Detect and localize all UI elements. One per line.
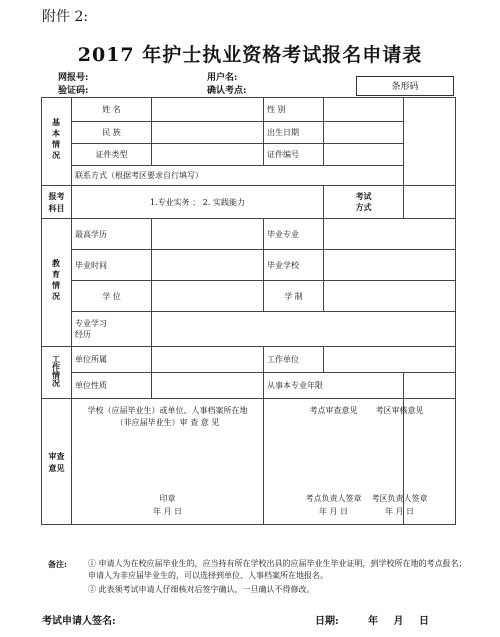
site-review-title: 考点审查意见 — [309, 406, 358, 415]
notes-label: 备注: — [48, 559, 67, 569]
name-field[interactable] — [152, 98, 264, 122]
district-date: 年 月 日 — [384, 507, 415, 516]
grad-time-field[interactable] — [152, 250, 264, 281]
highest-degree-field[interactable] — [152, 219, 264, 250]
application-form — [41, 97, 456, 525]
ethnicity-field[interactable] — [152, 122, 264, 144]
district-review-box — [371, 399, 456, 525]
note-1: ① 申请人为在校应届毕业生的，应当持有所在学校出具的应届毕业生毕业证明，到学校所在地的考点报名；申请人为非应届毕业生的，可以选择到单位、人事档案所在地报名。 — [88, 559, 467, 580]
nature-label: 单位性质 — [72, 373, 152, 399]
ethnicity-label: 民 族 — [72, 122, 152, 144]
school-field[interactable] — [324, 250, 456, 281]
signature-date-label: 日期: — [315, 616, 339, 627]
district-review-title: 考区审核意见 — [375, 406, 424, 415]
affiliation-label: 单位所属 — [72, 347, 152, 373]
exam-subjects: 1.专业实务 ； 2. 实践能力 — [72, 186, 324, 219]
school-review-box — [72, 399, 264, 525]
duration-field[interactable] — [324, 281, 456, 312]
signature-ymd: 年 月 日 — [368, 616, 429, 627]
note-2: ② 此表须考试申请人仔细核对后签字确认，一旦确认不得修改。 — [88, 585, 315, 594]
attachment-label: 附件 2: — [42, 9, 89, 25]
form-title: 2017 年护士执业资格考试报名申请表 — [77, 44, 423, 66]
gender-field[interactable] — [324, 98, 404, 122]
id-type-field[interactable] — [152, 144, 264, 166]
applicant-signature-label: 考试申请人签名: — [42, 616, 116, 627]
section-basic: 基本情况 — [42, 98, 72, 186]
major-field[interactable] — [324, 219, 456, 250]
school-seal-label: 印章 — [159, 494, 176, 503]
site-date: 年 月 日 — [318, 507, 349, 516]
photo-box — [404, 98, 456, 186]
duration-label: 学 制 — [264, 281, 324, 312]
notes-block — [48, 558, 468, 596]
id-number-field[interactable] — [324, 144, 404, 166]
school-label: 毕业学校 — [264, 250, 324, 281]
exam-method-label: 考试 方式 — [324, 186, 404, 219]
school-review-text: 学校（应届毕业生）或单位、人事档案所在地（非应届毕业生）审 查 意 见 — [87, 406, 248, 427]
confirm-site-label: 确认考点: — [207, 86, 247, 96]
professional-experience-label: 专业学习 经历 — [72, 312, 152, 347]
degree-field[interactable] — [152, 281, 264, 312]
name-label: 姓 名 — [72, 98, 152, 122]
years-label: 从事本专业年限 — [264, 373, 404, 399]
birthdate-field[interactable] — [324, 122, 404, 144]
years-field[interactable] — [404, 373, 456, 399]
contact-label: 联系方式（根据考区要求自行填写） — [72, 166, 404, 186]
username-label: 用户名: — [207, 73, 238, 83]
id-number-label: 证件编号 — [264, 144, 324, 166]
employer-field[interactable] — [324, 347, 456, 373]
district-sign-label: 考区负责人签章 — [371, 494, 428, 503]
barcode-box: 条形码 — [356, 76, 454, 96]
site-sign-label: 考点负责人签章 — [305, 494, 362, 503]
affiliation-field[interactable] — [152, 347, 264, 373]
nature-field[interactable] — [152, 373, 264, 399]
school-date: 年 月 日 — [152, 507, 183, 516]
grad-time-label: 毕业时间 — [72, 250, 152, 281]
major-label: 毕业专业 — [264, 219, 324, 250]
birthdate-label: 出生日期 — [264, 122, 324, 144]
exam-method-field[interactable] — [404, 186, 456, 219]
network-no-label: 网报号: — [58, 73, 89, 83]
section-exam: 报考 科目 — [42, 186, 72, 219]
verify-code-label: 验证码: — [58, 86, 89, 96]
gender-label: 性 别 — [264, 98, 324, 122]
id-type-label: 证件类型 — [72, 144, 152, 166]
highest-degree-label: 最高学历 — [72, 219, 152, 250]
section-work: 工作情况 — [42, 347, 72, 399]
professional-experience-field[interactable] — [152, 312, 456, 347]
section-review: 审查 意见 — [42, 399, 72, 525]
degree-label: 学 位 — [72, 281, 152, 312]
section-education: 教育情况 — [42, 219, 72, 347]
employer-label: 工作单位 — [264, 347, 324, 373]
